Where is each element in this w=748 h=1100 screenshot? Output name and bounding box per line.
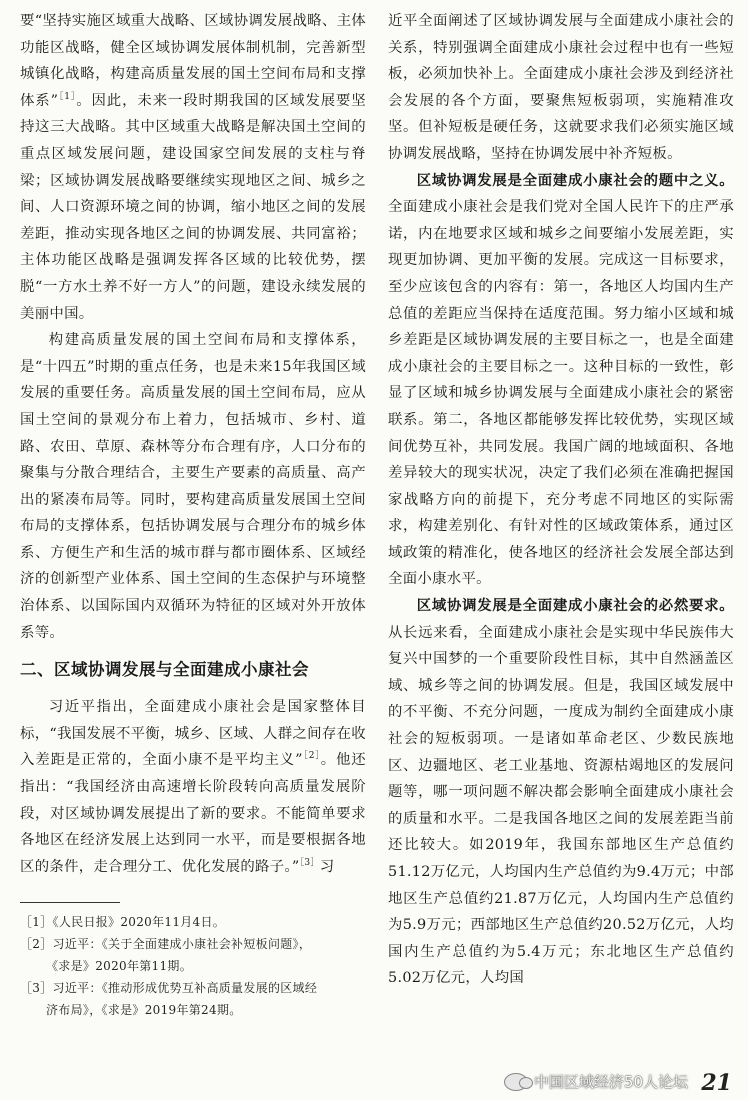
section-heading: 二、区域协调发展与全面建成小康社会: [20, 660, 309, 680]
footnote: [20, 977, 366, 999]
paragraph: [388, 168, 734, 594]
footnote-continuation: 《求是》2020年第11期。: [46, 959, 193, 974]
bold-lead: 区域协调发展是全面建成小康社会的必然要求。: [416, 597, 734, 615]
paragraph-text: 。他还指出：“我国经济由高速增长阶段转向高质量发展阶段，对区域协调发展提出了新的要求。不能简单要求各地区在经济发展上达到同一水平，而是要根据各地区的条件，走合理分工、优化发展的路子。”: [20, 752, 366, 875]
paragraph: [20, 8, 366, 327]
footnote-number: ［3］: [20, 981, 53, 996]
footnote-number: ［2］: [20, 937, 53, 952]
page-number: 21: [701, 1070, 732, 1096]
bold-lead: 区域协调发展是全面建成小康社会的题中之义。: [416, 171, 734, 189]
paragraph: 构建高质量发展的国土空间布局和支撑体系，是“十四五”时期的重点任务，也是未来15年我国区域发展的重要任务。高质量发展的国土空间布局，应从国土空间的景观分布上着力，包括城市、乡村、道路、农田、草原、森林等分布合理有序，人口分布的聚集与分散合理结合，主要生产要素的高质量、高产出的紧凑布局等。同时，要构建高质量发展国土空间布局的支撑体系，包括协调发展与合理分布的城乡体系、方便生产和生活的城市群与都市圈体系、区域经济的创新型产业体系、国土空间的生态保护与环境整治体系、以国际国内双循环为特征的区域对外开放体系等。: [20, 332, 366, 641]
footnotes: [20, 911, 366, 1021]
citation-ref[interactable]: ［3］: [299, 858, 320, 869]
footnote-continuation: 济布局》，《求是》2019年第24期。: [46, 1003, 242, 1018]
paragraph: [20, 694, 366, 880]
footnote: [20, 911, 366, 933]
paragraph-text: 。因此，未来一段时期我国的区域发展要坚持这三大战略。其中区域重大战略是解决国土空间的重点区域发展问题，建设国家空间发展的支柱与脊梁；区域协调发展战略要继续实现地区之间、城乡之间、人口资源环境之间的协调，缩小地区之间的发展差距，推动实现各地区之间的协调发展、共同富裕；主体功能区战略是强调发挥各区域的比较优势，摆脱“一方水土养不好一方人”的问题，建设永续发展的美丽中国。: [20, 92, 366, 322]
chat-bubble-icon: [504, 1073, 528, 1091]
paragraph-text: 习近平指出，全面建成小康社会是国家整体目标，“我国发展不平衡，城乡、区域、人群之间存在收入差距是正常的，全面小康不是平均主义”: [20, 699, 366, 769]
citation-ref[interactable]: ［1］: [58, 91, 77, 102]
footnote-number: ［1］: [20, 915, 53, 930]
left-column: [20, 8, 366, 1070]
paragraph-text: 习: [319, 858, 335, 875]
footnote-divider: [20, 902, 120, 903]
paragraph-text: 全面建成小康社会是我们党对全国人民许下的庄严承诺，内在地要求区域和城乡之间要缩小发展差距，实现更加协调、更加平衡的发展。完成这一目标要求，至少应该包含的内容有：第一，各地区人均国内生产总值的差距应当保持在适度范围。努力缩小区域和城乡差距是区域协调发展的主要目标之一，也是全面建成小康社会的主要目标之一。这种目标的一致性，彰显了区域和城乡协调发展与全面建成小康社会的紧密联系。第二，各地区都能够发挥比较优势，实现区域间优势互补，共同发展。我国广阔的地域面积、各地差异较大的现实状况，决定了我们必须在准确把握国家战略方向的前提下，充分考虑不同地区的实际需求，构建差别化、有针对性的区域政策体系，通过区域政策的精准化，使各地区的经济社会发展全部达到全面小康水平。: [388, 199, 734, 588]
paragraph: 近平全面阐述了区域协调发展与全面建成小康社会的关系，特别强调全面建成小康社会过程中也有一些短板，必须加快补上。全面建成小康社会涉及到经济社会发展的各个方面，要聚焦短板弱项，实施精准攻坚。但补短板是硬任务，这就要求我们必须实施区域协调发展战略，坚持在协调发展中补齐短板。: [388, 13, 734, 162]
watermark-text: 中国区域经济50人论坛: [533, 1073, 688, 1091]
paragraph: [388, 593, 734, 992]
right-column: [388, 8, 734, 1070]
citation-ref[interactable]: ［2］: [302, 751, 321, 762]
paragraph-text: 从长远来看，全面建成小康社会是实现中华民族伟大复兴中国梦的一个重要阶段性目标，其中自然涵盖区域、城乡等之间的协调发展。但是，我国区域发展中的不平衡、不充分问题，一度成为制约全面建成小康社会的短板弱项。一是诸如革命老区、少数民族地区、边疆地区、老工业基地、资源枯竭地区的发展问题等，哪一项问题不解决都会影响全面建成小康社会的质量和水平。二是我国各地区之间的发展差距当前还比较大。如2019年，我国东部地区生产总值约51.12万亿元，人均国内生产总值约为9.4万元；中部地区生产总值约21.87万亿元，人均国内生产总值约为5.9万元；西部地区生产总值约20.52万亿元，人均国内生产总值约为5.4万元；东北地区生产总值约5.02万亿元，人均国: [388, 624, 734, 987]
watermark: [504, 1071, 688, 1092]
footnote-text: 习近平：《推动形成优势互补高质量发展的区域经: [52, 981, 318, 996]
footnote: [20, 933, 366, 955]
footnote-text: 习近平：《关于全面建成小康社会补短板问题》，: [52, 937, 312, 952]
paragraph-text: 要“坚持实施区域重大战略、区域协调发展战略、主体功能区战略，健全区域协调发展体制机制，完善新型城镇化战略，构建高质量发展的国土空间布局和支撑体系”: [20, 13, 366, 109]
footnote-text: 《人民日报》2020年11月4日。: [52, 915, 226, 930]
